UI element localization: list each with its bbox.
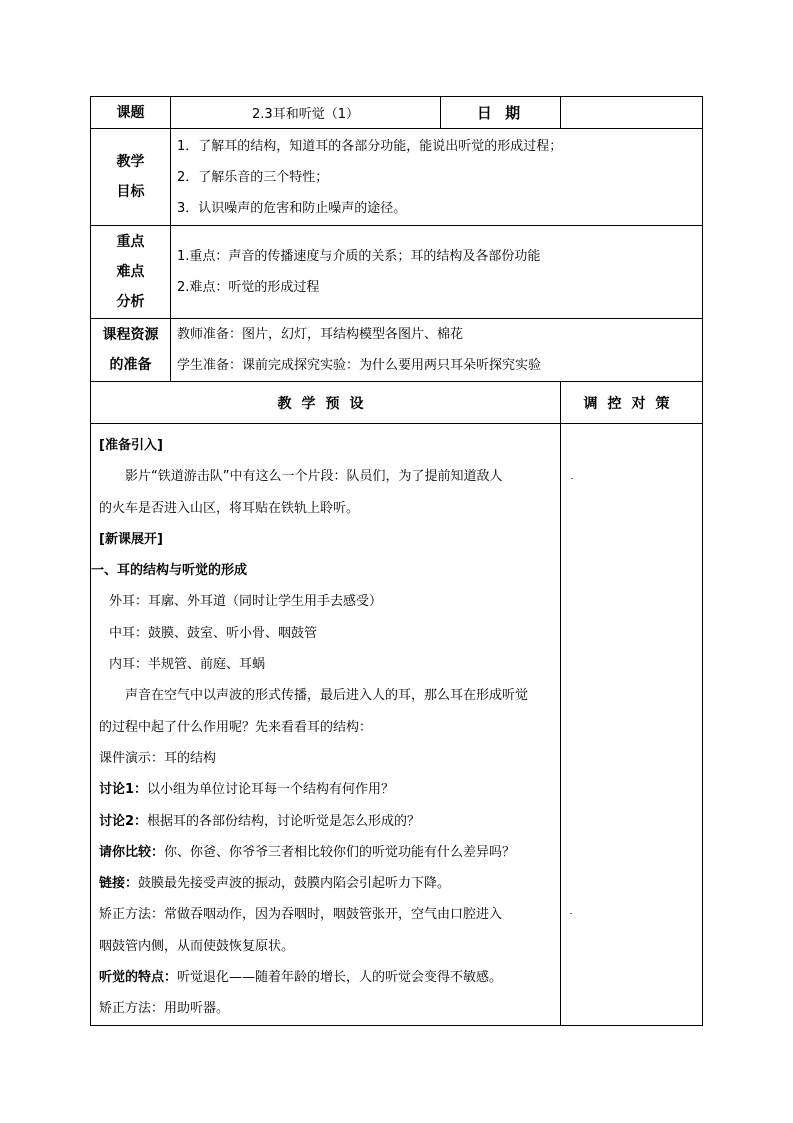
discussion-2-text: 根据耳的各部份结构，讨论听觉是怎么形成的？ <box>147 813 421 829</box>
body-row <box>91 424 703 1026</box>
part1-heading: 一、耳的结构与听觉的形成 <box>91 563 248 579</box>
intro-paragraph-line2: 的火车是否进入山区，将耳贴在铁轨上聆听。 <box>99 500 360 516</box>
goals-label <box>91 129 171 226</box>
lesson-plan-sheet <box>90 96 702 1015</box>
resources-label-line2: 的准备 <box>109 357 152 373</box>
section-header-row <box>91 382 703 424</box>
key-points-label <box>91 226 171 319</box>
goals-content <box>171 129 703 226</box>
sound-paragraph-line2: 的过程中起了什么作用呢？先来看看耳的结构： <box>99 719 373 735</box>
key-points-label-line2: 难点 <box>116 264 145 280</box>
topic-value: 2.3耳和听觉（1） <box>171 97 441 129</box>
key-points-label-line3: 分析 <box>116 294 145 310</box>
sound-paragraph-line1: 声音在空气中以声波的形式传播，最后进入人的耳，那么耳在形成听觉 <box>125 688 529 704</box>
outer-ear-line: 外耳：耳廓、外耳道（同时让学生用手去感受） <box>109 594 383 610</box>
inner-ear-line: 内耳：半规管、前庭、耳蜗 <box>109 657 266 673</box>
fix-method-1-line1: 矫正方法：常做吞咽动作，因为吞咽时，咽鼓管张开，空气由口腔进入 <box>99 907 503 923</box>
compare-line <box>99 837 554 868</box>
demo-line: 课件演示：耳的结构 <box>99 750 217 766</box>
lesson-plan-table <box>90 96 703 1026</box>
new-lesson-heading: [新课展开] <box>99 531 163 547</box>
stray-mark <box>571 478 573 479</box>
fix-method-1-line2: 咽鼓管内侧，从而使鼓恢复原状。 <box>99 938 295 954</box>
topic-row <box>91 97 703 129</box>
key-points-label-line1: 重点 <box>116 234 145 250</box>
discussion-1-label: 讨论1： <box>99 782 148 798</box>
hearing-feature-label: 听觉的特点： <box>99 970 178 986</box>
resources-row <box>91 319 703 382</box>
link-text: 鼓膜最先接受声波的振动，鼓膜内陷会引起听力下降。 <box>138 876 451 892</box>
resources-content <box>171 319 703 382</box>
date-value <box>561 97 703 129</box>
goals-label-line1: 教学 <box>116 154 145 170</box>
teaching-body <box>91 424 561 1026</box>
goals-label-line2: 目标 <box>116 184 145 200</box>
hearing-feature-line <box>99 962 554 993</box>
resource-item: 教师准备：图片，幻灯，耳结构模型各图片、棉花 <box>177 327 464 342</box>
hearing-feature-text: 听觉退化——随着年龄的增长，人的听觉会变得不敏感。 <box>177 970 503 986</box>
date-label: 日 期 <box>441 97 561 129</box>
intro-paragraph-line1: 影片“铁道游击队”中有这么一个片段：队员们，为了提前知道敌人 <box>125 469 503 485</box>
resource-item: 学生准备：课前完成探究实验：为什么要用两只耳朵听探究实验 <box>177 358 542 373</box>
control-strategy-header: 调控对策 <box>561 382 703 424</box>
intro-heading: [准备引入] <box>99 438 163 453</box>
topic-label: 课题 <box>91 97 171 129</box>
key-point-item: 2.难点：听觉的形成过程 <box>177 280 320 295</box>
stray-mark <box>570 913 572 914</box>
key-points-row <box>91 226 703 319</box>
key-point-item: 1.重点：声音的传播速度与介质的关系；耳的结构及各部份功能 <box>177 249 541 264</box>
teaching-design-header: 教学预设 <box>91 382 561 424</box>
link-label: 链接： <box>99 876 139 892</box>
discussion-1-text: 以小组为单位讨论耳每一个结构有何作用？ <box>147 782 395 798</box>
resources-label <box>91 319 171 382</box>
discussion-1 <box>99 774 554 805</box>
resources-label-line1: 课程资源 <box>102 327 159 343</box>
goal-item: 1．了解耳的结构，知道耳的各部分功能，能说出听觉的形成过程； <box>177 138 563 154</box>
compare-label: 请你比较： <box>99 844 165 860</box>
discussion-2-label: 讨论2： <box>99 813 148 829</box>
discussion-2 <box>99 806 554 837</box>
goal-item: 3．认识噪声的危害和防止噪声的途径。 <box>177 200 407 216</box>
goal-item: 2．了解乐音的三个特性； <box>177 169 329 185</box>
key-points-content <box>171 226 703 319</box>
compare-text: 你、你爸、你爷爷三者相比较你们的听觉功能有什么差异吗？ <box>164 844 516 860</box>
link-line <box>99 868 554 899</box>
middle-ear-line: 中耳：鼓膜、鼓室、听小骨、咽鼓管 <box>109 625 318 641</box>
fix-method-2-line: 矫正方法：用助听器。 <box>99 1001 230 1017</box>
control-strategy-body <box>561 424 703 1026</box>
goals-row <box>91 129 703 226</box>
